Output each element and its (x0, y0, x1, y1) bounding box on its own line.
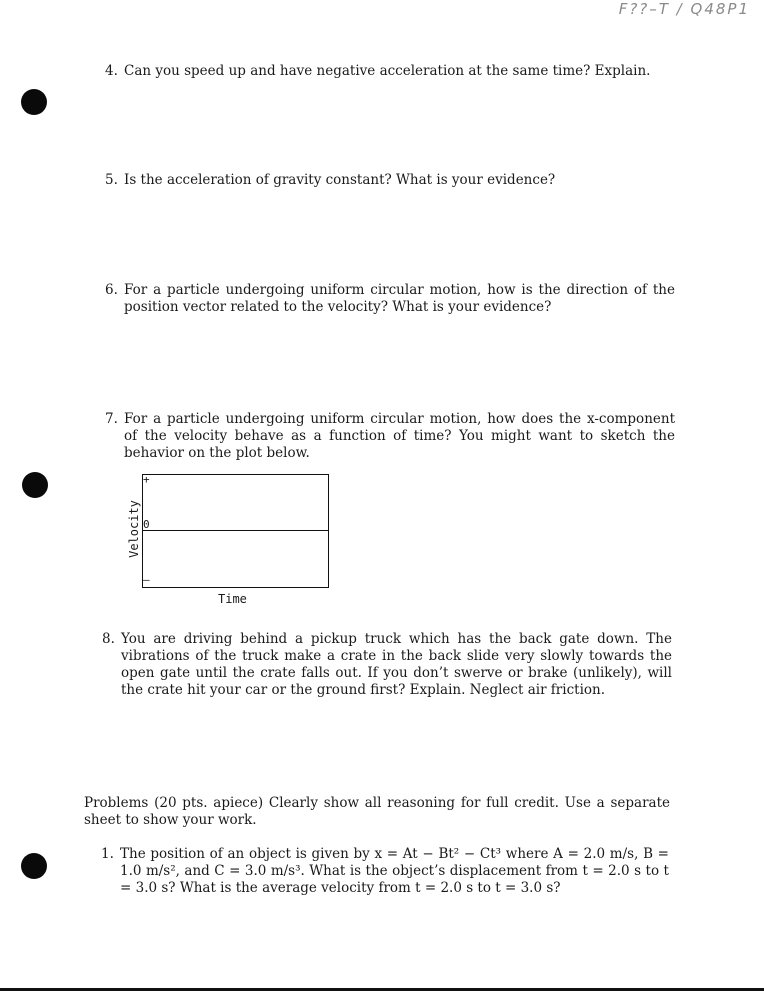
question-number: 6. (105, 282, 118, 298)
velocity-time-plot (123, 472, 343, 612)
problems-intro: Problems (20 pts. apiece) Clearly show all reasoning for full credit. Use a separate sheet to show your work. (84, 795, 670, 828)
question-6 (105, 282, 675, 316)
corner-handwritten-mark: F??–T / Q48P1 (618, 0, 750, 18)
question-text: Can you speed up and have negative acceleration at the same time? Explain. (124, 63, 651, 79)
question-4 (105, 63, 675, 80)
question-8 (102, 631, 672, 699)
punch-hole-top (21, 89, 47, 115)
question-text: For a particle undergoing uniform circular motion, how does the x-component of the velocity behave as a function of time? You might want to sketch the behavior on the plot below. (124, 411, 675, 461)
plot-y-axis-label: Velocity (126, 500, 141, 558)
problem-1 (101, 846, 669, 897)
question-number: 4. (105, 63, 118, 79)
question-number: 5. (105, 172, 118, 188)
punch-hole-middle (22, 472, 48, 498)
question-text: For a particle undergoing uniform circular motion, how is the direction of the position vector related to the velocity? What is your evidence? (124, 282, 675, 315)
question-text: You are driving behind a pickup truck which has the back gate down. The vibrations of the truck make a crate in the back slide very slowly towards the open gate until the crate falls out. If you don’t swerve or brake (unlikely), will the crate hit your car or the ground first? Explain. Neglect air friction. (121, 631, 672, 698)
plot-zero-label: 0 (143, 518, 150, 531)
question-number: 7. (105, 411, 118, 427)
question-number: 8. (102, 631, 115, 647)
problem-number: 1. (101, 846, 114, 862)
plot-minus-label: – (143, 573, 150, 586)
plot-x-axis-label: Time (218, 592, 247, 606)
plot-plus-label: + (143, 473, 150, 486)
question-7 (105, 411, 675, 462)
question-text: Is the acceleration of gravity constant? What is your evidence? (124, 172, 556, 188)
plot-frame (142, 474, 329, 588)
question-5 (105, 172, 675, 189)
plot-zero-line (142, 530, 329, 531)
problem-text: The position of an object is given by x = At − Bt² − Ct³ where A = 2.0 m/s, B = 1.0 m/s², and C = 3.0 m/s³. What is the object’s displacement from t = 2.0 s to t = 3.0 s? What is the average velocity from t = 2.0 s to t = 3.0 s? (120, 846, 669, 896)
punch-hole-bottom (21, 853, 47, 879)
